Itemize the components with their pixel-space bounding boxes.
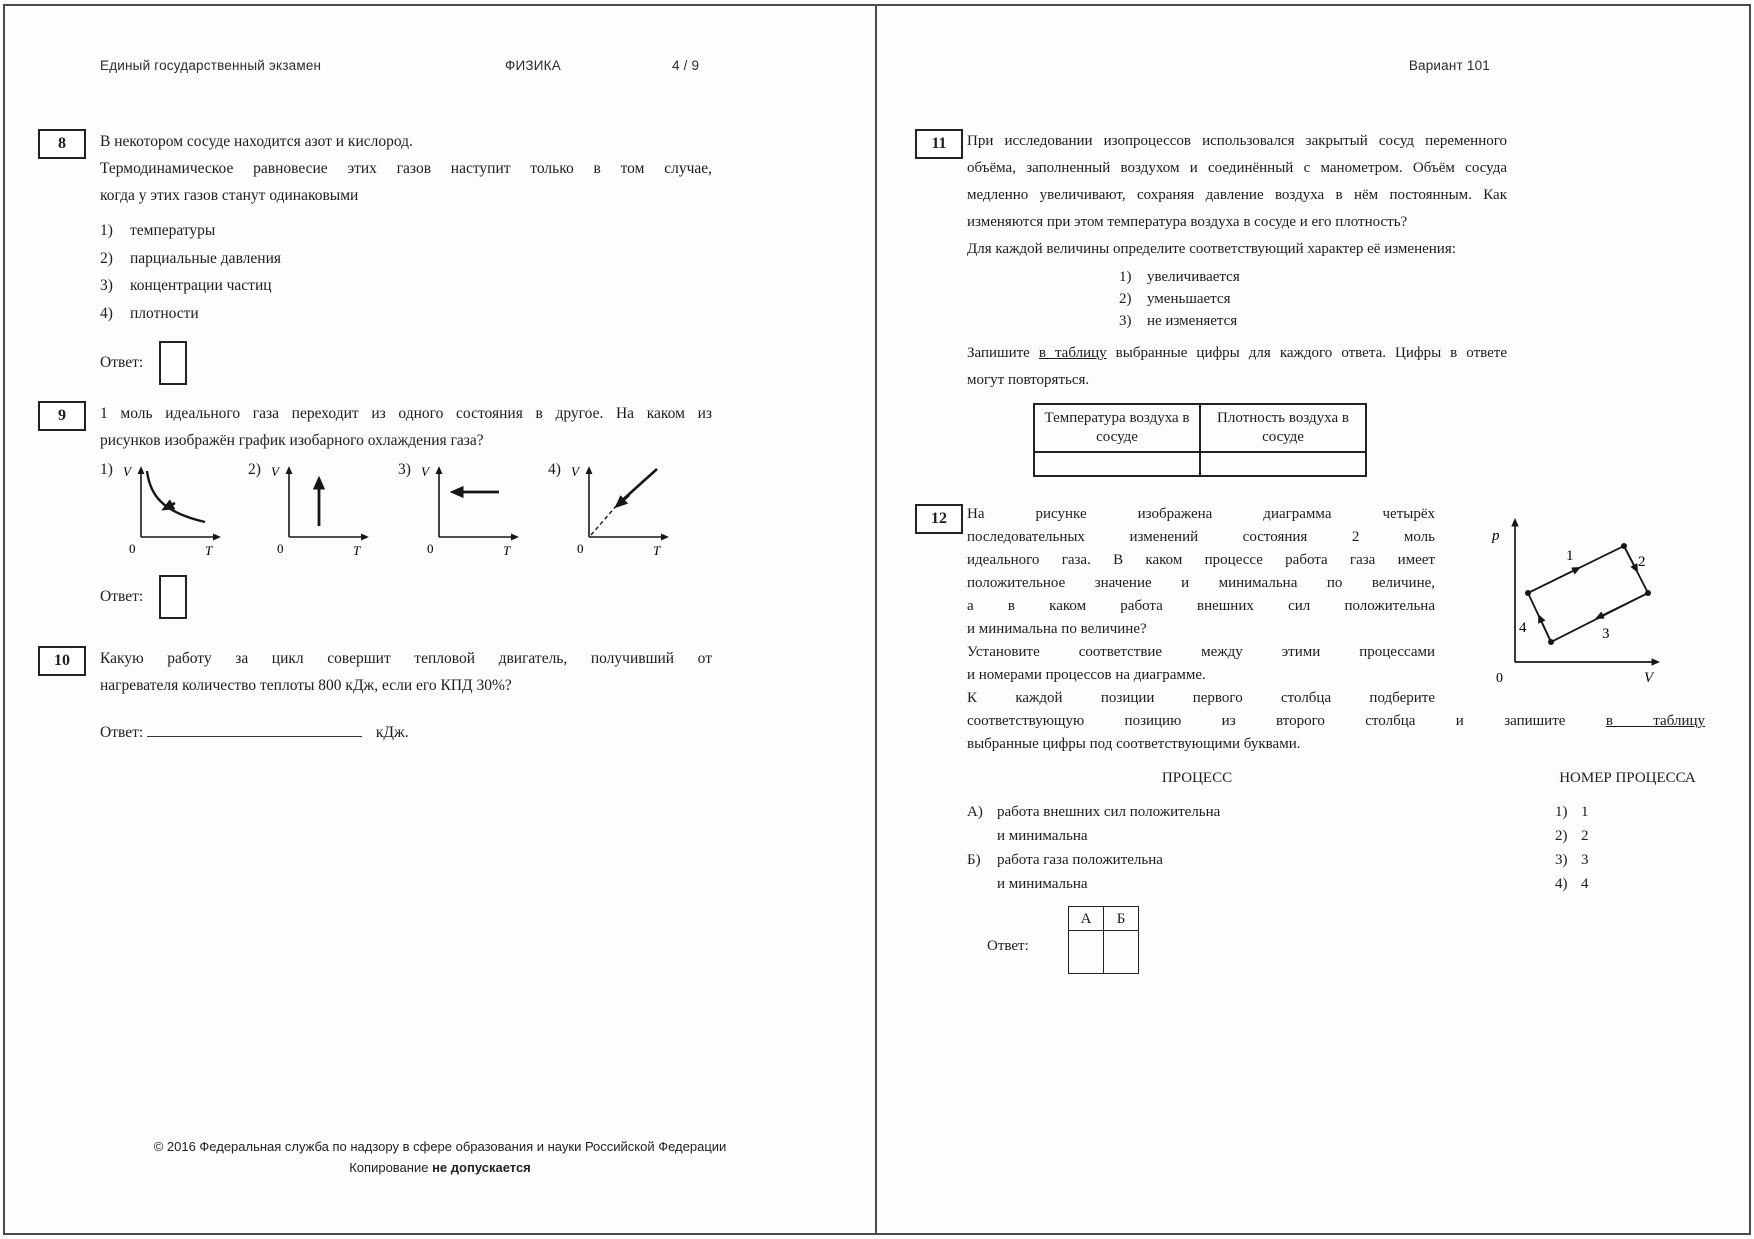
- item-letter: А): [967, 804, 983, 820]
- axis-label-v: V: [570, 464, 579, 479]
- underlined-phrase: в таблицу: [1038, 345, 1107, 361]
- question-9-number: 9: [38, 401, 86, 431]
- instruction-line: могут повторяться.: [967, 372, 1090, 388]
- question-11-text-line: Для каждой величины определите соответствующий характер её изменения:: [967, 241, 1456, 257]
- question-12-text-line: Установите соответствие между этими процессами: [967, 644, 1435, 660]
- question-11-text-line: изменяются при этом температура воздуха в сосуде и его плотность?: [967, 214, 1408, 230]
- graph-option-2: [248, 459, 377, 559]
- answer-graphs-row: [100, 459, 712, 563]
- question-11-text-line: При исследовании изопроцессов использовался закрытый сосуд переменного: [967, 133, 1507, 149]
- column-header-process: ПРОЦЕСС: [1161, 770, 1233, 786]
- number-option: 2) 2: [1555, 828, 1589, 844]
- option-text: концентрации частиц: [130, 277, 272, 294]
- axis-label-t: T: [502, 543, 511, 558]
- question-10: [35, 645, 725, 742]
- option-number: 2): [1119, 291, 1132, 307]
- answer-table-header-cell: Плотность воздуха в сосуде: [1200, 404, 1366, 452]
- question-8-number: 8: [38, 129, 86, 159]
- question-8-intro: В некотором сосуде находится азот и кислород.: [100, 133, 413, 150]
- question-12-text-line: идеального газа. В каком процессе работа газа имеет: [967, 552, 1435, 568]
- answer-table-header-cell: Температура воздуха в сосуде: [1034, 404, 1200, 452]
- item-text: и минимальна: [997, 828, 1088, 844]
- option-row: [1119, 288, 1507, 310]
- option-text: уменьшается: [1147, 291, 1231, 307]
- graph-option-3: [398, 459, 527, 559]
- process-label-2: 2: [1638, 554, 1646, 570]
- graph-option-number: 3): [398, 461, 411, 478]
- axis-label-p: p: [1492, 528, 1500, 544]
- process-label-3: 3: [1602, 626, 1610, 642]
- match-item-b: [967, 848, 1707, 872]
- question-12-text-line: К каждой позиции первого столбца подберите: [967, 690, 1435, 706]
- graph-option-1: [100, 459, 229, 559]
- axis-label-v: V: [420, 464, 429, 479]
- process-number-list: [1555, 800, 1589, 896]
- graph-2-svg: [265, 459, 377, 559]
- item-text: работа газа положительна: [997, 852, 1163, 868]
- answer-label: Ответ:: [100, 724, 144, 741]
- axis-label-origin: 0: [426, 541, 434, 556]
- axis-label-origin: 0: [128, 541, 136, 556]
- question-12-text-line: а в каком работа внешних сил положительна: [967, 598, 1435, 614]
- question-12-text-line: положительное значение и минимальна по величине,: [967, 575, 1435, 591]
- question-12: [912, 503, 1722, 981]
- option-number: 3): [100, 277, 113, 294]
- item-text: и минимальна: [997, 876, 1088, 892]
- answer-label: Ответ:: [100, 354, 144, 371]
- question-10-text-line: Какую работу за цикл совершит тепловой двигатель, получивший от: [100, 650, 712, 667]
- question-10-number: 10: [38, 646, 86, 676]
- graph-option-4: [548, 459, 677, 559]
- question-8-text-line: Термодинамическое равновесие этих газов наступит только в том случае,: [100, 160, 712, 177]
- graph-option-number: 1): [100, 461, 113, 478]
- option-number: 2): [100, 249, 113, 267]
- answer-box-q8[interactable]: [159, 341, 187, 385]
- option-row: [100, 245, 712, 273]
- option-text: не изменяется: [1147, 313, 1238, 329]
- answer-label: Ответ:: [987, 938, 1029, 954]
- option-text: плотности: [130, 304, 199, 322]
- axis-label-v: V: [270, 464, 279, 479]
- answer-unit: кДж.: [375, 724, 409, 741]
- question-10-text-line: нагревателя количество теплоты 800 кДж, если его КПД 30%?: [100, 677, 512, 694]
- process-label-4: 4: [1519, 620, 1527, 636]
- axis-label-t: T: [204, 543, 213, 558]
- variant-number: Вариант 101: [1408, 58, 1490, 73]
- question-12-text-line: соответствующую позицию из второго столбца и запишите в таблицу: [967, 713, 1705, 729]
- graph-3-svg: [415, 459, 527, 559]
- answer-col-b-header: Б: [1104, 907, 1139, 931]
- question-9-text-line: 1 моль идеального газа переходит из одного состояния в другое. На каком из: [100, 405, 712, 422]
- instruction-line: Запишите в таблицу выбранные цифры для каждого ответа. Цифры в ответе: [967, 345, 1507, 361]
- axis-label-t: T: [352, 543, 361, 558]
- option-number: 1): [100, 222, 113, 239]
- number-option: 3) 3: [1555, 852, 1589, 868]
- answer-table-q12: [1068, 906, 1139, 974]
- question-12-text-line: На рисунке изображена диаграмма четырёх: [967, 506, 1435, 522]
- answer-col-a-header: А: [1069, 907, 1104, 931]
- match-item-a: [967, 800, 1707, 824]
- option-text: увеличивается: [1147, 269, 1240, 285]
- question-9: [35, 400, 725, 619]
- item-letter: Б): [967, 852, 981, 868]
- answer-label: Ответ:: [100, 588, 144, 605]
- question-11-number: 11: [915, 129, 963, 159]
- question-8: [35, 128, 725, 385]
- pv-diagram: [1486, 512, 1691, 702]
- graph-option-number: 2): [248, 461, 261, 478]
- question-11-text-line: объёма, заполненный воздухом и соединённый с манометром. Объём сосуда: [967, 160, 1507, 176]
- option-row: [1119, 266, 1507, 288]
- answer-box-q9[interactable]: [159, 575, 187, 619]
- page-number: 4 / 9: [672, 58, 700, 73]
- option-text: парциальные давления: [130, 249, 282, 267]
- graph-option-number: 4): [548, 461, 561, 478]
- axis-label-origin: 0: [276, 541, 284, 556]
- option-row: [100, 217, 712, 245]
- axis-label-v: V: [1644, 670, 1654, 686]
- answer-table-q11: [1033, 403, 1367, 477]
- matching-block: [967, 800, 1707, 896]
- page-split-divider: [875, 5, 877, 1233]
- number-option: 4) 4: [1555, 876, 1589, 892]
- option-row: [100, 272, 712, 300]
- question-12-text-line: и номерами процессов на диаграмме.: [967, 667, 1206, 683]
- option-row: [1119, 310, 1507, 332]
- copy-note-bold: не допускается: [432, 1160, 531, 1175]
- graph-1-svg: [117, 459, 229, 559]
- option-text: температуры: [130, 222, 216, 239]
- question-12-number: 12: [915, 504, 963, 534]
- exam-name: Единый государственный экзамен: [100, 58, 322, 73]
- column-header-process-number: НОМЕР ПРОЦЕССА: [1559, 770, 1696, 786]
- axis-label-origin: 0: [1496, 671, 1503, 686]
- copyright-line: © 2016 Федеральная служба по надзору в сфере образования и науки Российской Федерации: [153, 1139, 727, 1154]
- axis-label-v: V: [122, 464, 131, 479]
- answer-cell-density[interactable]: [1200, 452, 1366, 476]
- answer-cell-temperature[interactable]: [1034, 452, 1200, 476]
- underlined-phrase: в таблицу: [1605, 713, 1705, 729]
- answer-cell-a[interactable]: [1069, 931, 1104, 974]
- question-12-text-line: последовательных изменений состояния 2 моль: [967, 529, 1435, 545]
- subject-title: ФИЗИКА: [505, 58, 561, 73]
- option-row: [100, 300, 712, 328]
- number-option: 1) 1: [1555, 804, 1589, 820]
- option-number: 4): [100, 304, 113, 322]
- answer-cell-b[interactable]: [1104, 931, 1139, 974]
- copy-note-line: Копирование не допускается: [349, 1160, 531, 1175]
- question-12-text-line: и минимальна по величине?: [967, 621, 1147, 637]
- page-footer: [5, 1136, 875, 1178]
- axis-label-origin: 0: [576, 541, 584, 556]
- graph-4-svg: [565, 459, 677, 559]
- question-9-text-line: рисунков изображён график изобарного охлаждения газа?: [100, 432, 484, 449]
- axis-label-t: T: [652, 543, 661, 558]
- option-number: 1): [1119, 269, 1132, 285]
- question-12-text-line: выбранные цифры под соответствующими буквами.: [967, 736, 1301, 752]
- question-11: [912, 128, 1532, 477]
- process-label-1: 1: [1566, 548, 1574, 564]
- item-text: работа внешних сил положительна: [997, 804, 1221, 820]
- option-number: 3): [1119, 313, 1132, 329]
- question-11-text-line: медленно увеличивают, сохраняя давление воздуха в нём постоянным. Как: [967, 187, 1507, 203]
- question-8-text-line: когда у этих газов станут одинаковыми: [100, 187, 359, 204]
- answer-blank-line[interactable]: [147, 721, 362, 737]
